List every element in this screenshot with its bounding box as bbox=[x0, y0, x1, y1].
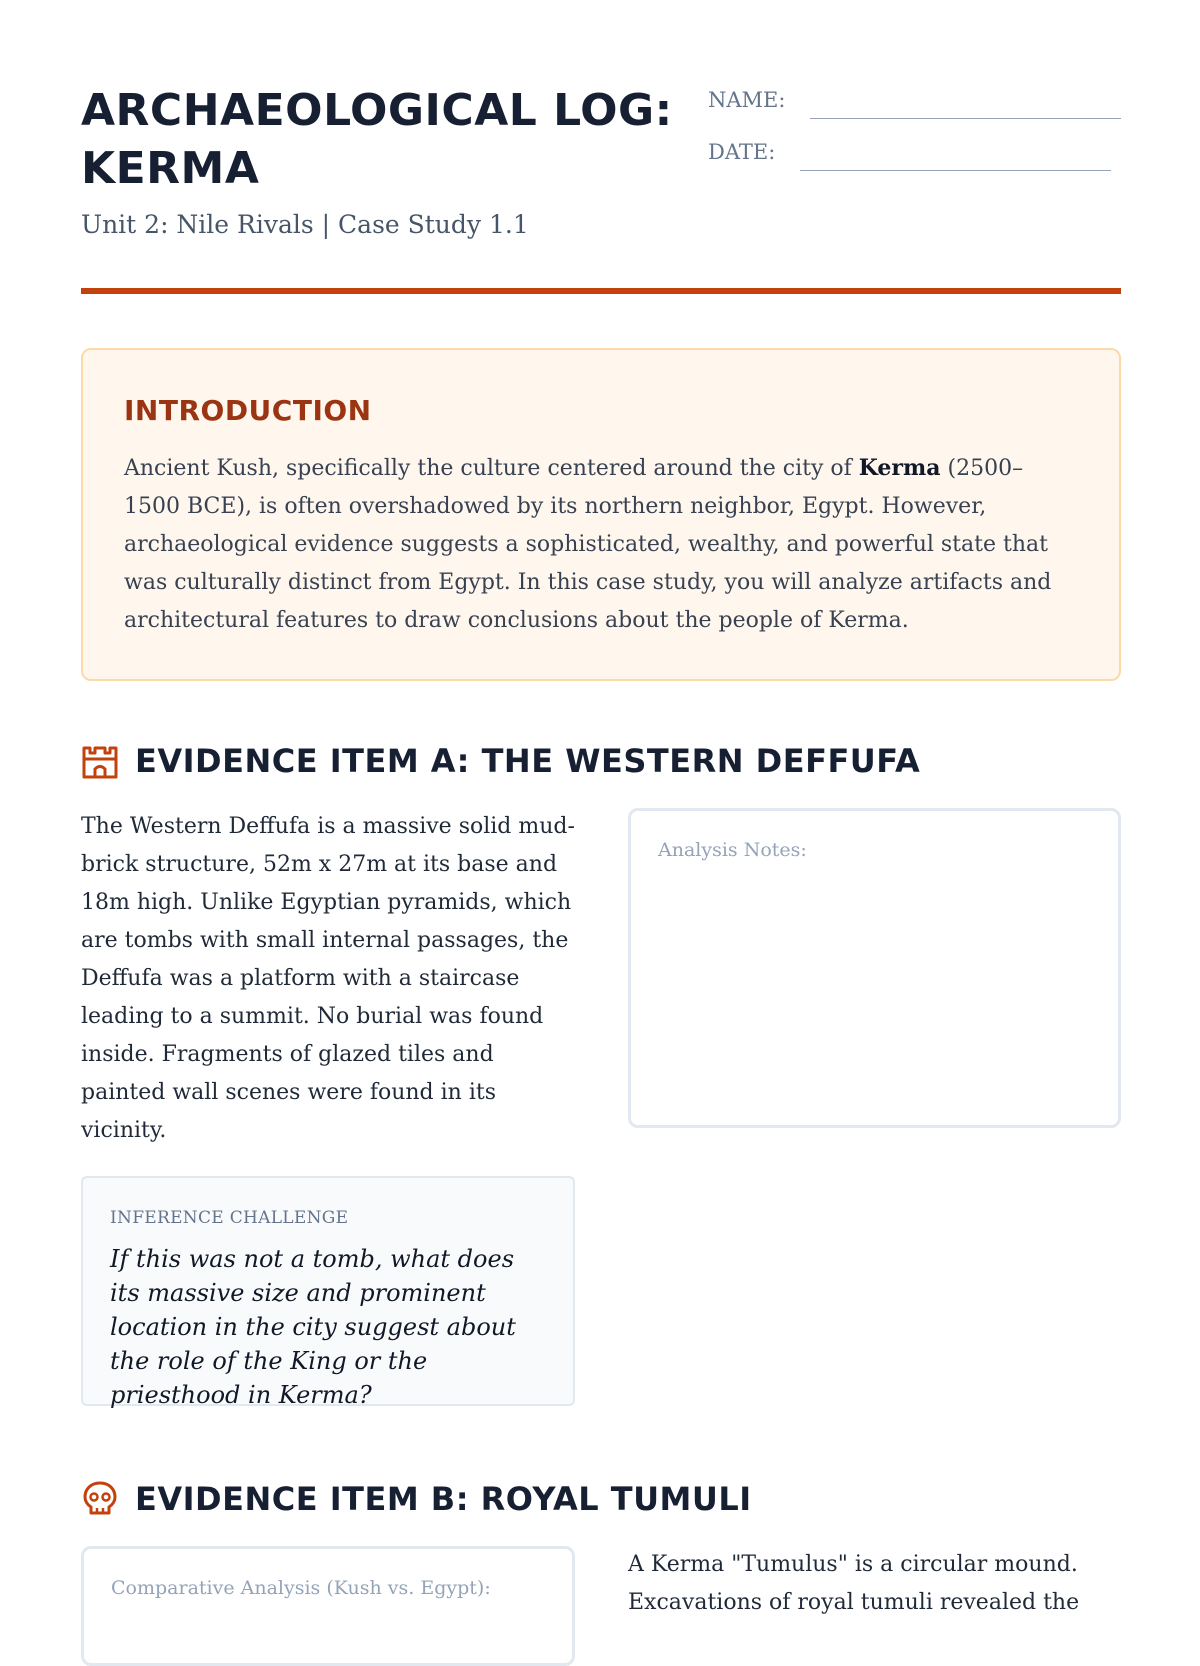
name-line[interactable] bbox=[810, 118, 1121, 119]
intro-text-part: Ancient Kush, specifically the culture centered around the city of bbox=[124, 456, 859, 481]
name-field[interactable] bbox=[708, 86, 1121, 138]
title-line-1: ARCHAEOLOGICAL LOG: bbox=[81, 85, 673, 136]
evidence-a-heading: EVIDENCE ITEM A: THE WESTERN DEFFUFA bbox=[135, 742, 921, 780]
introduction-heading: INTRODUCTION bbox=[124, 394, 372, 427]
date-label: DATE: bbox=[708, 140, 776, 164]
evidence-b-heading: EVIDENCE ITEM B: ROYAL TUMULI bbox=[135, 1480, 752, 1518]
evidence-b-description: A Kerma "Tumulus" is a circular mound. Excavations of royal tumuli revealed the bbox=[628, 1552, 1080, 1615]
header-divider bbox=[81, 288, 1121, 294]
student-fields bbox=[708, 86, 1121, 190]
inference-challenge-box bbox=[81, 1176, 575, 1409]
comparative-analysis-label: Comparative Analysis (Kush vs. Egypt): bbox=[111, 1577, 491, 1599]
intro-text-part: (2500–1500 BCE), is often overshadowed by its northern neighbor, Egypt. However, archaeological evidence suggests a sophisticated, wealthy, and powerful state that was culturally distinct from Egypt. In this case study, you will analyze artifacts and architectural features to draw conclusions about the people of Kerma. bbox=[124, 456, 1052, 633]
comparative-analysis-box[interactable] bbox=[81, 1546, 575, 1666]
castle-icon bbox=[81, 742, 119, 780]
inference-challenge-label: INFERENCE CHALLENGE bbox=[110, 1208, 349, 1228]
page-title bbox=[81, 82, 721, 198]
introduction-box bbox=[81, 348, 1121, 681]
skull-icon bbox=[81, 1480, 119, 1518]
evidence-b-header bbox=[81, 1480, 752, 1518]
name-label: NAME: bbox=[708, 88, 786, 112]
intro-bold-term: Kerma bbox=[858, 455, 941, 481]
date-field[interactable] bbox=[708, 138, 1121, 190]
introduction-text bbox=[124, 449, 1078, 640]
inference-challenge-question: If this was not a tomb, what does its massive size and prominent location in the city suggest about the role of the King or the priesthood in Kerma? bbox=[110, 1245, 516, 1409]
evidence-a-header bbox=[81, 742, 920, 780]
title-line-2: KERMA bbox=[81, 143, 260, 194]
page-subtitle: Unit 2: Nile Rivals | Case Study 1.1 bbox=[81, 210, 529, 239]
evidence-a-description: The Western Deffufa is a massive solid mud-brick structure, 52m x 27m at its base and 18m high. Unlike Egyptian pyramids, which are tombs with small internal passages, the Deffufa was a platform with a staircase leading to a summit. No burial was found inside. Fragments of glazed tiles and painted wall scenes were found in its vicinity. bbox=[81, 814, 575, 1143]
date-line[interactable] bbox=[800, 170, 1111, 171]
analysis-notes-label: Analysis Notes: bbox=[658, 839, 807, 861]
analysis-notes-box[interactable] bbox=[628, 808, 1121, 1128]
